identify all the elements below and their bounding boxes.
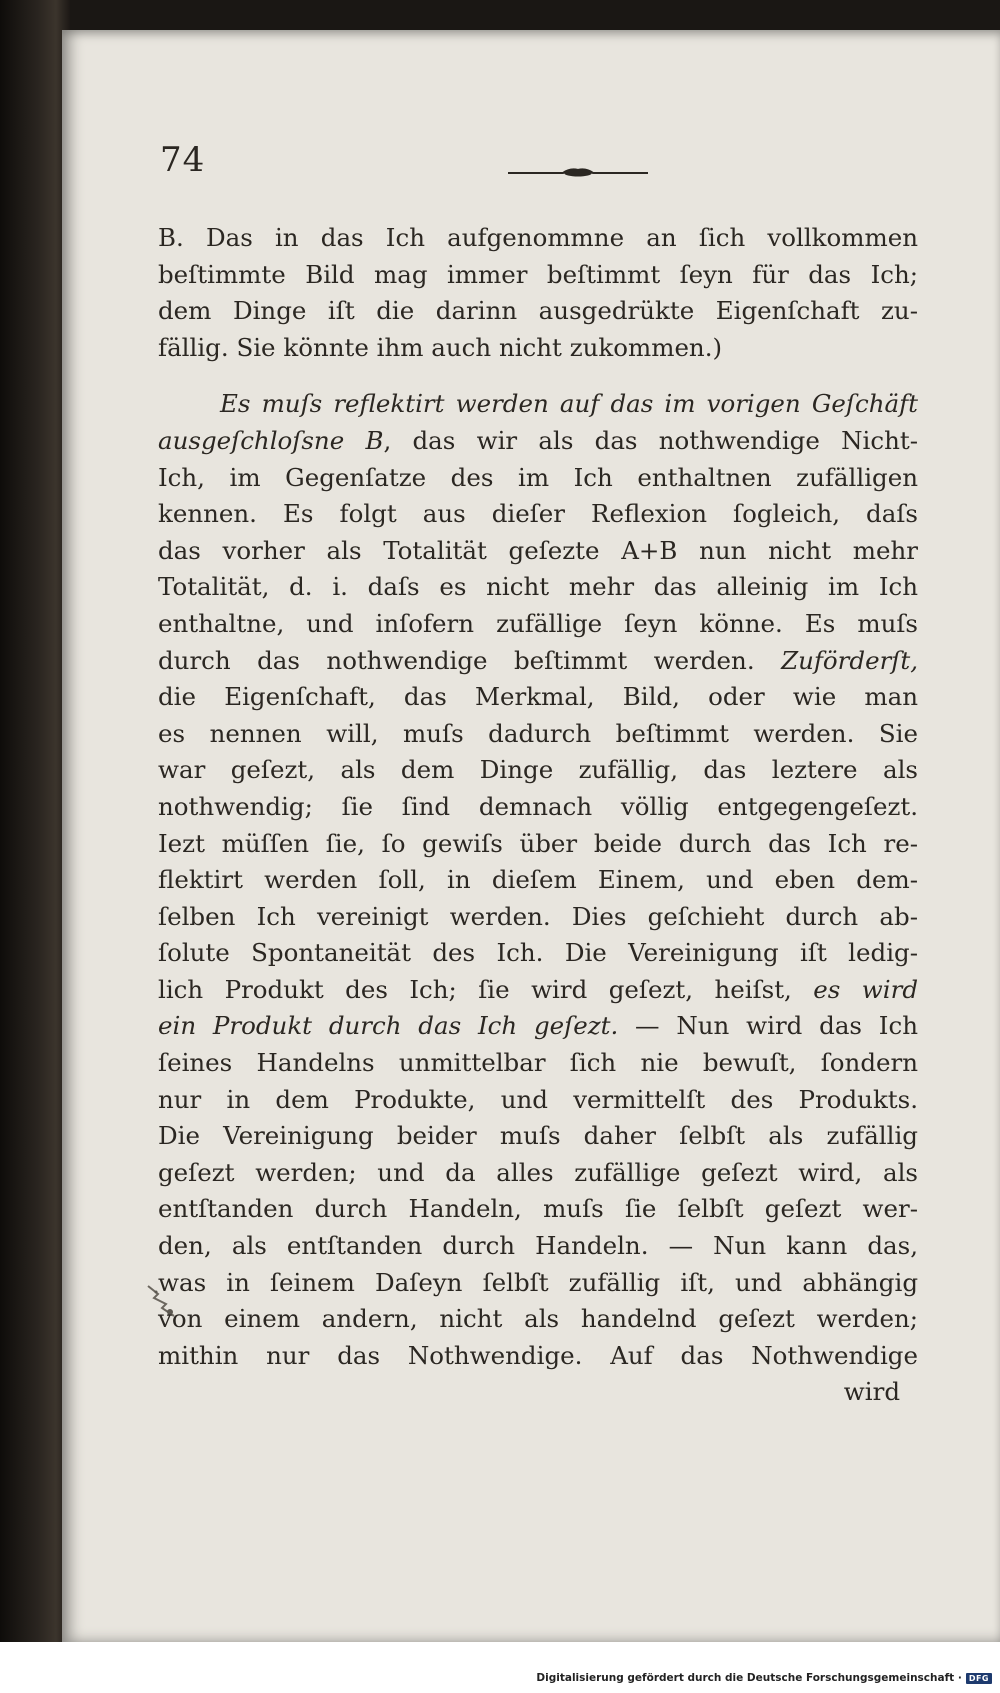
text-segment: ſolute Spontaneität des Ich. Die Vereinigung iſt ledig-	[158, 938, 918, 968]
text-line	[158, 752, 918, 789]
text-segment: — Nun wird das Ich	[618, 1011, 918, 1041]
page-header	[160, 140, 860, 200]
text-segment: Totalität, d. i. daſs es nicht mehr das alleinig im Ich	[158, 572, 918, 602]
text-segment: ſeines Handelns unmittelbar ſich nie bewuſt, ſondern	[158, 1048, 918, 1078]
text-segment: , das wir als das nothwendige Nicht-	[383, 425, 918, 455]
text-line	[158, 1008, 918, 1045]
text-segment: Ich, im Gegenſatze des im Ich enthaltnen zufälligen	[158, 462, 918, 492]
text-line	[158, 972, 918, 1009]
text-line	[158, 1374, 918, 1411]
text-segment: ſelben Ich vereinigt werden. Dies geſchieht durch ab-	[158, 901, 918, 931]
text-line	[158, 643, 918, 680]
text-segment: durch das nothwendige beſtimmt werden.	[158, 645, 782, 675]
text-segment: lich Produkt des Ich; ſie wird geſezt, heiſst,	[158, 974, 814, 1004]
text-segment: B. Das in das Ich aufgenommne an ſich vollkommen	[158, 223, 918, 252]
text-segment: was in ſeinem Daſeyn ſelbſt zufällig iſt, und abhängig	[158, 1267, 918, 1297]
italic-text-segment: ausgeſchloſsne B	[158, 425, 384, 455]
text-segment: beſtimmte Bild mag immer beſtimmt ſeyn für das Ich;	[158, 259, 918, 289]
text-line	[158, 496, 918, 533]
italic-text-segment: Es muſs reflektirt werden auf das im vorigen Geſchäft	[220, 389, 918, 419]
text-line	[158, 569, 918, 606]
text-line	[158, 1155, 918, 1192]
text-segment: geſezt werden; und da alles zufällige geſezt wird, als	[158, 1157, 918, 1187]
italic-text-segment: ein Produkt durch das Ich geſezt.	[158, 1011, 619, 1041]
text-line	[158, 1082, 918, 1119]
footer	[0, 1642, 1000, 1693]
text-line	[158, 899, 918, 936]
text-line	[158, 1265, 918, 1302]
text-line	[158, 460, 918, 497]
text-segment: es nennen will, muſs dadurch beſtimmt werden. Sie	[158, 718, 918, 748]
text-segment: wird	[843, 1377, 900, 1407]
text-segment: nothwendig; ſie ſind demnach völlig entgegengeſezt.	[158, 791, 918, 821]
text-line	[158, 606, 918, 643]
text-segment: mithin nur das Nothwendige. Auf das Nothwendige	[158, 1340, 918, 1370]
dfg-logo: DFG	[966, 1673, 992, 1684]
text-segment: den, als entſtanden durch Handeln. — Nun kann das,	[158, 1231, 918, 1261]
text-segment: Iezt müſſen ſie, ſo gewiſs über beide durch das Ich re-	[158, 828, 918, 858]
credit-text: Digitalisierung gefördert durch die Deutsche Forschungsgemeinschaft ·	[536, 1672, 962, 1684]
text-line	[158, 1228, 918, 1265]
text-line	[158, 257, 918, 294]
text-segment: enthaltne, und inſofern zufällige ſeyn könne. Es muſs	[158, 608, 918, 638]
text-line	[158, 826, 918, 863]
text-segment: von einem andern, nicht als handelnd geſezt werden;	[158, 1304, 918, 1334]
book-spine	[0, 0, 70, 1693]
italic-text-segment: Zuförderſt,	[781, 645, 918, 675]
text-line	[158, 1338, 918, 1375]
text-segment: dem Dinge iſt die darinn ausgedrükte Eigenſchaft zu-	[158, 296, 918, 326]
text-line	[158, 1045, 918, 1082]
page-number: 74	[160, 140, 206, 180]
text-line	[158, 1191, 918, 1228]
text-line	[158, 862, 918, 899]
body-text	[158, 220, 918, 1411]
text-line	[158, 293, 918, 330]
ornament-rule	[508, 166, 648, 180]
text-segment: das vorher als Totalität geſezte A+B nun nicht mehr	[158, 535, 918, 565]
text-segment: war geſezt, als dem Dinge zufällig, das leztere als	[158, 755, 918, 785]
text-line	[158, 679, 918, 716]
text-line	[158, 716, 918, 753]
text-line	[158, 330, 918, 367]
text-line	[158, 1301, 918, 1338]
text-line	[158, 386, 918, 423]
text-segment: flektirt werden ſoll, in dieſem Einem, und eben dem-	[158, 865, 918, 895]
text-segment: fällig. Sie könnte ihm auch nicht zukommen.)	[158, 332, 723, 362]
text-segment: kennen. Es folgt aus dieſer Reflexion ſogleich, daſs	[158, 499, 918, 529]
text-line	[158, 423, 918, 460]
text-line	[158, 1118, 918, 1155]
digitization-credit	[536, 1672, 992, 1684]
text-line	[158, 935, 918, 972]
text-line	[158, 220, 918, 257]
text-segment: nur in dem Produkte, und vermittelſt des Produkts.	[158, 1084, 918, 1114]
text-segment: die Eigenſchaft, das Merkmal, Bild, oder wie man	[158, 682, 918, 712]
text-segment: entſtanden durch Handeln, muſs ſie ſelbſt geſezt wer-	[158, 1194, 918, 1224]
text-segment: Die Vereinigung beider muſs daher ſelbſt als zufällig	[158, 1121, 918, 1151]
italic-text-segment: es wird	[813, 974, 919, 1004]
text-line	[158, 789, 918, 826]
text-line	[158, 533, 918, 570]
